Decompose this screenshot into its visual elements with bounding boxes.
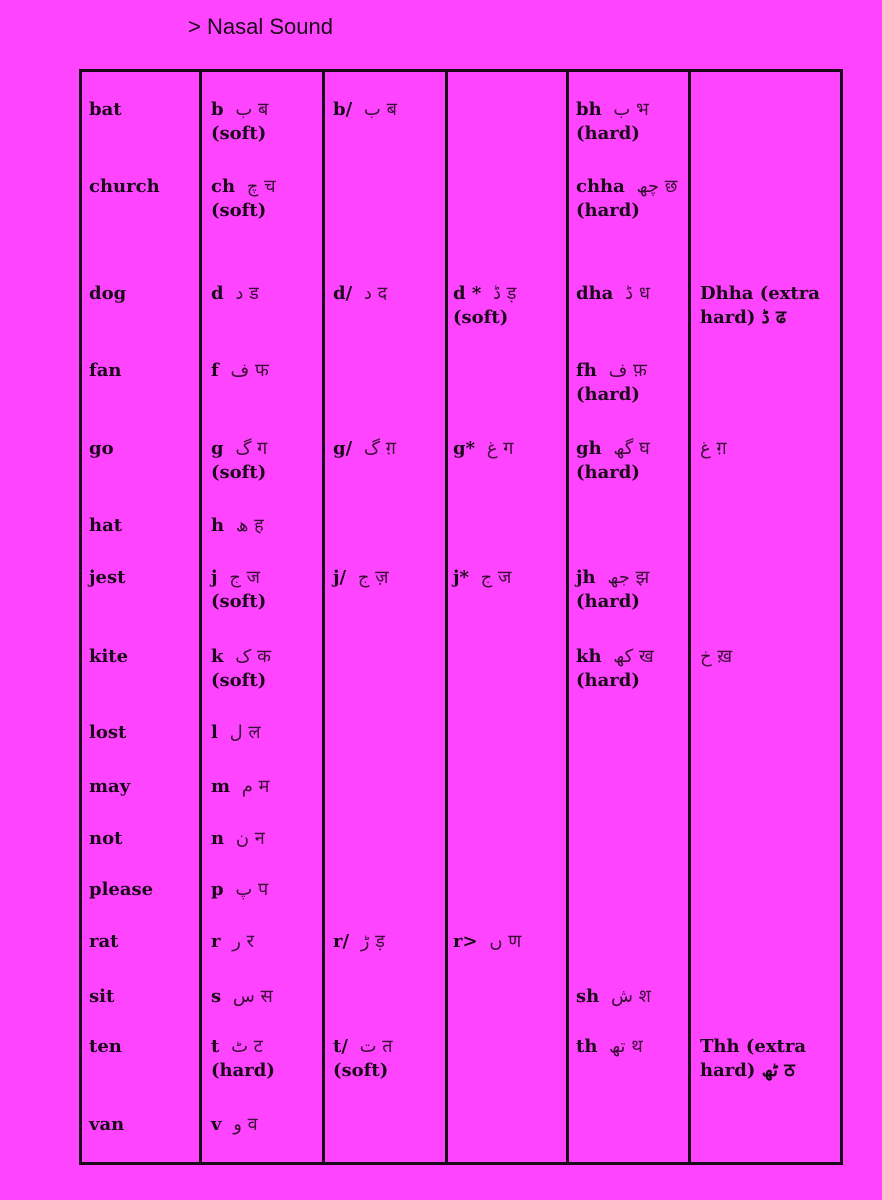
sound-cell (576, 98, 655, 146)
column-divider (322, 69, 325, 1165)
script-glyphs: ش श (599, 986, 657, 1007)
sound-cell (333, 930, 391, 954)
roman-letters: h (211, 515, 225, 536)
sound-cell (211, 1035, 275, 1083)
sound-label (333, 1035, 399, 1059)
sound-cell (576, 359, 653, 407)
sound-note: (hard) (576, 384, 640, 405)
row-word: lost (89, 722, 127, 743)
script-glyphs: ف फ (218, 360, 275, 381)
roman-letters: sh (576, 986, 600, 1007)
roman-letters: bh (576, 99, 602, 120)
sound-label (211, 282, 265, 306)
script-glyphs: ں ण (477, 931, 528, 952)
sound-label (453, 437, 519, 461)
page-heading: > Nasal Sound (188, 14, 333, 39)
script-glyphs: پ प (223, 879, 275, 900)
row-word: sit (89, 986, 115, 1007)
sound-label (576, 282, 656, 306)
sound-label (211, 645, 277, 669)
script-glyphs: کھ ख (601, 646, 660, 667)
script-glyphs: ن न (224, 828, 271, 849)
sound-note: (hard) (576, 462, 640, 483)
roman-letters: kh (576, 646, 602, 667)
roman-letters: t (211, 1036, 220, 1057)
script-glyphs: ب ब (223, 99, 275, 120)
sound-label (576, 566, 655, 590)
script-glyphs: گ ग़ (352, 438, 402, 459)
sound-cell (333, 437, 402, 461)
script-glyphs: د द (352, 283, 394, 304)
sound-label (700, 437, 733, 461)
sound-note: (soft) (333, 1060, 389, 1081)
sound-label (211, 775, 275, 799)
sound-label (333, 282, 393, 306)
sound-label (211, 359, 275, 383)
sound-cell (211, 359, 275, 383)
row-word: dog (89, 283, 127, 304)
sound-cell (211, 930, 260, 954)
sound-label (453, 930, 527, 954)
roman-letters: gh (576, 438, 602, 459)
roman-letters: g (211, 438, 224, 459)
sound-note: (soft) (453, 307, 509, 328)
column-divider (199, 69, 202, 1165)
sound-cell (700, 645, 738, 669)
roman-letters: ch (211, 176, 236, 197)
roman-letters: r/ (333, 931, 350, 952)
roman-letters: chha (576, 176, 625, 197)
row-word: kite (89, 646, 129, 667)
script-glyphs: ک क (223, 646, 277, 667)
sound-label (211, 827, 271, 851)
roman-letters: r (211, 931, 221, 952)
script-glyphs: ب भ (601, 99, 655, 120)
sound-cell (211, 566, 266, 614)
sound-label (211, 566, 266, 590)
sound-cell (211, 827, 271, 851)
sound-cell (453, 566, 517, 590)
column-divider (688, 69, 691, 1165)
sound-label (211, 1035, 275, 1059)
roman-letters: g/ (333, 438, 353, 459)
sound-label (576, 98, 655, 122)
sound-note: hard) ڈ ढ (700, 307, 787, 328)
script-glyphs: ل ल (217, 722, 267, 743)
roman-letters: Thh (extra (700, 1036, 806, 1057)
script-glyphs: س स (221, 986, 279, 1007)
sound-label (211, 514, 270, 538)
row-word: fan (89, 360, 122, 381)
sound-note: (soft) (211, 200, 267, 221)
sound-cell (211, 878, 274, 902)
sound-cell (211, 1113, 264, 1137)
sound-label (700, 645, 738, 669)
roman-letters: Dhha (extra (700, 283, 820, 304)
sound-cell (211, 437, 273, 485)
script-glyphs: غ ग (475, 438, 520, 459)
roman-letters: k (211, 646, 224, 667)
row-word: not (89, 828, 123, 849)
row-word: rat (89, 931, 119, 952)
sound-cell (700, 1035, 806, 1083)
row-word: ten (89, 1036, 122, 1057)
sound-label (576, 175, 683, 199)
sound-label (453, 566, 517, 590)
script-glyphs: جھ झ (595, 567, 656, 588)
sound-cell (211, 282, 265, 306)
script-glyphs: غ ग़ (700, 438, 733, 459)
script-glyphs: د ड (223, 283, 265, 304)
sound-cell (576, 566, 655, 614)
sound-cell (453, 930, 527, 954)
sound-cell (700, 437, 733, 461)
sound-label (333, 930, 391, 954)
sound-cell (211, 775, 275, 799)
roman-letters: f (211, 360, 219, 381)
script-glyphs: ڈ ड़ (481, 283, 523, 304)
sound-note: (soft) (211, 670, 267, 691)
script-glyphs: چھ छ (624, 176, 684, 197)
roman-letters: p (211, 879, 224, 900)
roman-letters: b (211, 99, 224, 120)
sound-cell (576, 645, 660, 693)
script-glyphs: ف फ़ (596, 360, 653, 381)
sound-cell (333, 98, 403, 122)
sound-cell (211, 514, 270, 538)
sound-table (79, 69, 843, 1165)
script-glyphs: و व (221, 1114, 264, 1135)
sound-note: (soft) (211, 462, 267, 483)
script-glyphs: ج ज (468, 567, 518, 588)
column-divider (566, 69, 569, 1165)
roman-letters: g* (453, 438, 475, 459)
script-glyphs: م म (230, 776, 276, 797)
roman-letters: n (211, 828, 225, 849)
sound-note: (hard) (576, 670, 640, 691)
sound-note: (hard) (576, 591, 640, 612)
sound-label (576, 645, 660, 669)
sound-label (211, 175, 282, 199)
roman-letters: jh (576, 567, 596, 588)
sound-label (576, 437, 656, 461)
sound-cell (576, 175, 683, 223)
sound-note: (hard) (211, 1060, 275, 1081)
sound-label (576, 985, 657, 1009)
sound-cell (576, 282, 656, 306)
sound-cell (211, 175, 282, 223)
script-glyphs: ب ब (352, 99, 403, 120)
roman-letters: j (211, 567, 218, 588)
sound-label (211, 878, 274, 902)
roman-letters: v (211, 1114, 222, 1135)
script-glyphs: چ च (235, 176, 282, 197)
roman-letters: r> (453, 931, 478, 952)
sound-note: (hard) (576, 200, 640, 221)
roman-letters: d/ (333, 283, 353, 304)
script-glyphs: ڑ ड़ (349, 931, 391, 952)
sound-label (333, 98, 403, 122)
script-glyphs: گھ घ (601, 438, 656, 459)
script-glyphs: ڈ ध (613, 283, 656, 304)
sound-cell (211, 985, 279, 1009)
sound-cell (576, 437, 656, 485)
roman-letters: s (211, 986, 222, 1007)
sound-label (333, 566, 395, 590)
sound-label (700, 1035, 806, 1059)
script-glyphs: خ ख़ (700, 646, 739, 667)
sound-label (211, 721, 267, 745)
sound-note: (soft) (211, 123, 267, 144)
sound-label (211, 930, 260, 954)
roman-letters: fh (576, 360, 597, 381)
row-word: may (89, 776, 131, 797)
roman-letters: t/ (333, 1036, 348, 1057)
sound-label (576, 1035, 649, 1059)
sound-cell (333, 1035, 399, 1083)
roman-letters: j* (453, 567, 469, 588)
roman-letters: d (211, 283, 224, 304)
roman-letters: l (211, 722, 218, 743)
row-word: please (89, 879, 154, 900)
sound-label (211, 437, 273, 461)
row-word: hat (89, 515, 123, 536)
sound-cell (453, 437, 519, 461)
roman-letters: d * (453, 283, 482, 304)
row-word: jest (89, 567, 126, 588)
sound-note: (soft) (211, 591, 267, 612)
sound-note: hard) ٹھ ठ (700, 1060, 795, 1081)
sound-cell (576, 1035, 649, 1059)
roman-letters: j/ (333, 567, 347, 588)
script-glyphs: گ ग (223, 438, 274, 459)
sound-cell (576, 985, 657, 1009)
roman-letters: b/ (333, 99, 353, 120)
column-divider (445, 69, 448, 1165)
sound-label (211, 1113, 264, 1137)
script-glyphs: تھ थ (597, 1036, 649, 1057)
script-glyphs: ج ज (217, 567, 266, 588)
sound-note: (hard) (576, 123, 640, 144)
sound-cell (211, 645, 277, 693)
sound-label (700, 282, 820, 306)
roman-letters: th (576, 1036, 598, 1057)
row-word: bat (89, 99, 122, 120)
row-word: van (89, 1114, 125, 1135)
script-glyphs: ر र (220, 931, 261, 952)
roman-letters: m (211, 776, 231, 797)
sound-cell (211, 721, 267, 745)
script-glyphs: ھ ह (224, 515, 270, 536)
sound-cell (453, 282, 522, 330)
row-word: go (89, 438, 114, 459)
sound-label (576, 359, 653, 383)
sound-label (333, 437, 402, 461)
script-glyphs: ج ज़ (346, 567, 395, 588)
sound-cell (211, 98, 274, 146)
sound-cell (700, 282, 820, 330)
roman-letters: dha (576, 283, 614, 304)
sound-label (453, 282, 522, 306)
script-glyphs: ت त (347, 1036, 399, 1057)
sound-cell (333, 282, 393, 306)
sound-label (211, 985, 279, 1009)
sound-label (211, 98, 274, 122)
sound-cell (333, 566, 395, 590)
script-glyphs: ٹ ट (219, 1036, 269, 1057)
row-word: church (89, 176, 160, 197)
